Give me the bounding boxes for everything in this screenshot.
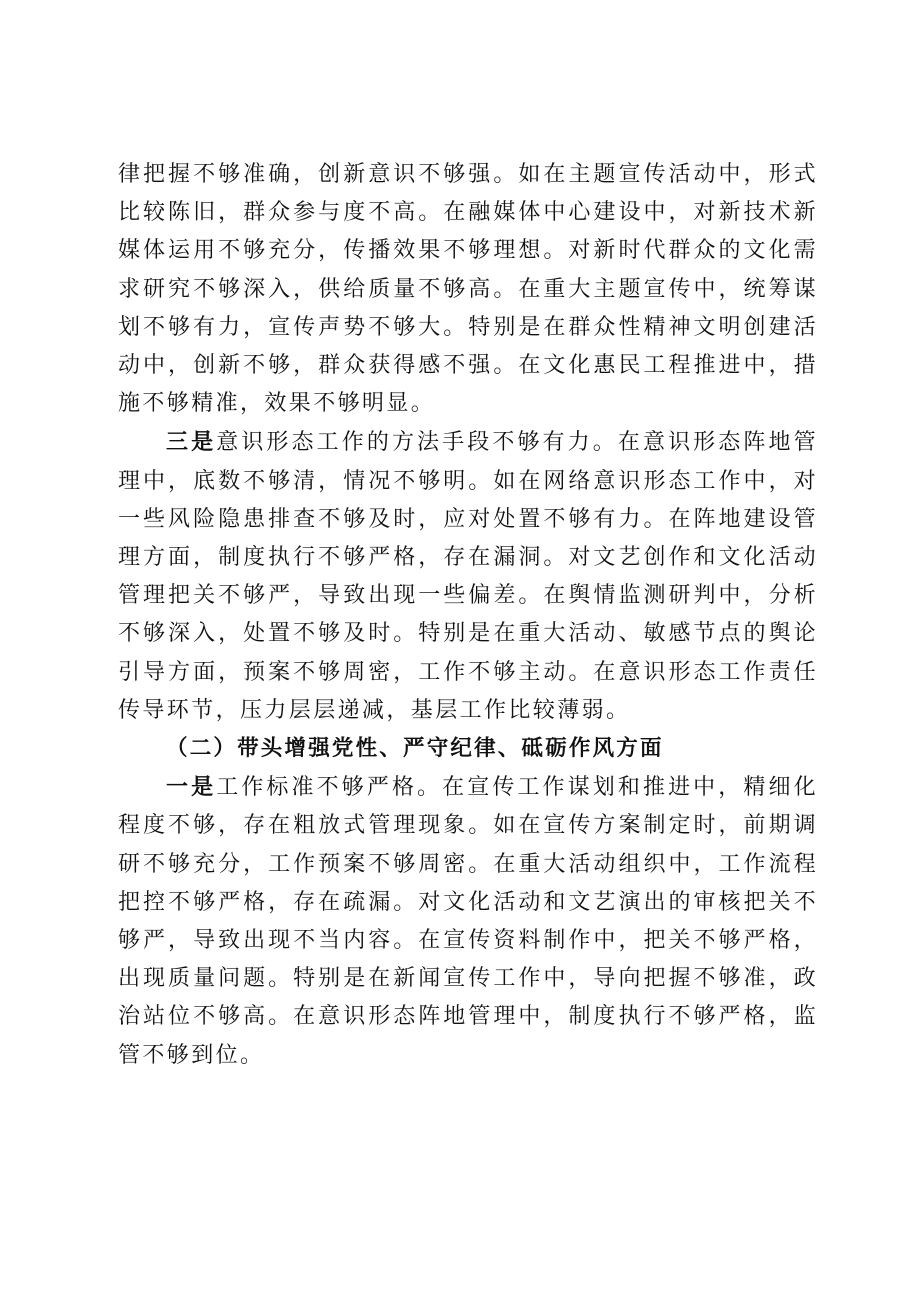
- paragraph-continuation: [118, 156, 818, 423]
- paragraph-lead: 一是: [166, 774, 217, 801]
- document-body: [118, 156, 818, 1075]
- paragraph-point-three: [118, 423, 818, 730]
- paragraph-text: 工作标准不够严格。在宣传工作谋划和推进中，精细化程度不够，存在粗放式管理现象。如在宣传方案制定时，前期调研不够充分，工作预案不够周密。在重大活动组织中，工作流程把控不够严格，存在疏漏。对文化活动和文艺演出的审核把关不够严，导致出现不当内容。在宣传资料制作中，把关不够严格，出现质量问题。特别是在新闻宣传工作中，导向把握不够准，政治站位不够高。在意识形态阵地管理中，制度执行不够严格，监管不够到位。: [118, 775, 818, 1068]
- paragraph-lead: 三是: [166, 429, 217, 456]
- paragraph-text: 意识形态工作的方法手段不够有力。在意识形态阵地管理中，底数不够清，情况不够明。如在网络意识形态工作中，对一些风险隐患排查不够及时，应对处置不够有力。在阵地建设管理方面，制度执行不够严格，存在漏洞。对文艺创作和文化活动管理把关不够严，导致出现一些偏差。在舆情监测研判中，分析不够深入，处置不够及时。特别是在重大活动、敏感节点的舆论引导方面，预案不够周密，工作不够主动。在意识形态工作责任传导环节，压力层层递减，基层工作比较薄弱。: [118, 430, 818, 723]
- paragraph-point-one: [118, 768, 818, 1075]
- paragraph-text: 律把握不够准确，创新意识不够强。如在主题宣传活动中，形式比较陈旧，群众参与度不高。在融媒体中心建设中，对新技术新媒体运用不够充分，传播效果不够理想。对新时代群众的文化需求研究不够深入，供给质量不够高。在重大主题宣传中，统筹谋划不够有力，宣传声势不够大。特别是在群众性精神文明创建活动中，创新不够，群众获得感不强。在文化惠民工程推进中，措施不够精准，效果不够明显。: [118, 162, 818, 417]
- section-heading: （二）带头增强党性、严守纪律、砥砺作风方面: [166, 736, 664, 762]
